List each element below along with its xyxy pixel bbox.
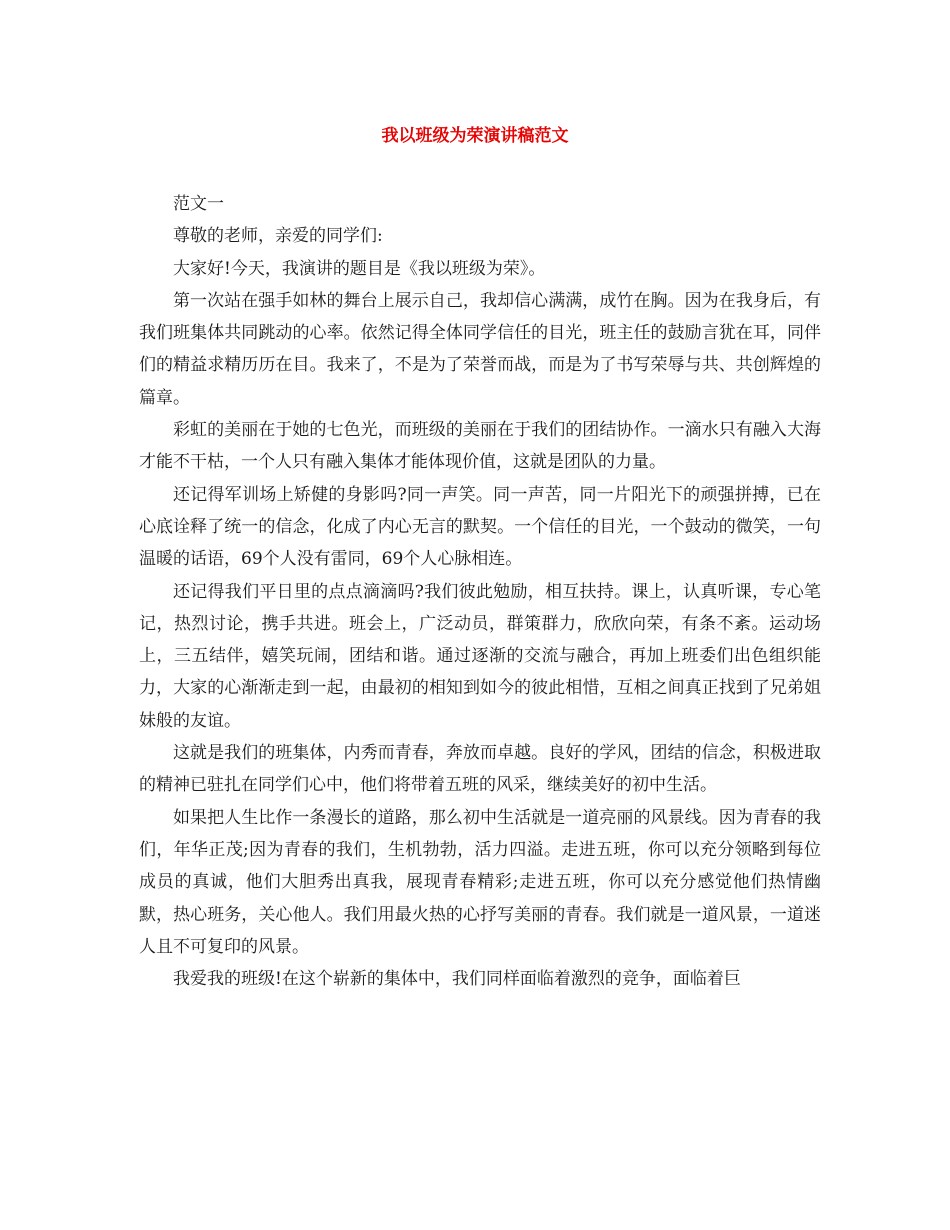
paragraph-5: 彩虹的美丽在于她的七色光，而班级的美丽在于我们的团结协作。一滴水只有融入大海才能不干枯，一个人只有融入集体才能体现价值，这就是团队的力量。 xyxy=(139,420,821,473)
document-body xyxy=(139,188,821,995)
paragraph-2: 尊敬的老师，亲爱的同学们: xyxy=(173,226,383,247)
paragraph-10: 我爱我的班级!在这个崭新的集体中，我们同样面临着激烈的竞争，面临着巨 xyxy=(173,969,741,990)
paragraph-8: 这就是我们的班集体，内秀而青春，奔放而卓越。良好的学风，团结的信念，积极进取的精神已驻扎在同学们心中，他们将带着五班的风采，继续美好的初中生活。 xyxy=(139,743,821,796)
paragraph-6: 还记得军训场上矫健的身影吗?同一声笑。同一声苦，同一片阳光下的顽强拼搏，已在心底诠释了统一的信念，化成了内心无言的默契。一个信任的目光，一个鼓动的微笑，一句温暖的话语，69个人没有雷同，69个人心脉相连。 xyxy=(139,484,821,570)
paragraph-7: 还记得我们平日里的点点滴滴吗?我们彼此勉励，相互扶持。课上，认真听课，专心笔记，热烈讨论，携手共进。班会上，广泛动员，群策群力，欣欣向荣，有条不紊。运动场上，三五结伴，嬉笑玩闹，团结和谐。通过逐渐的交流与融合，再加上班委们出色组织能力，大家的心渐渐走到一起，由最初的相知到如今的彼此相惜，互相之间真正找到了兄弟姐妹般的友谊。 xyxy=(139,581,821,731)
paragraph-1: 范文一 xyxy=(173,194,224,214)
paragraph-9: 如果把人生比作一条漫长的道路，那么初中生活就是一道亮丽的风景线。因为青春的我们，年华正茂;因为青春的我们，生机勃勃，活力四溢。走进五班，你可以充分领略到每位成员的真诚，他们大胆秀出真我，展现青春精彩;走进五班，你可以充分感觉他们热情幽默，热心班务，关心他人。我们用最火热的心抒写美丽的青春。我们就是一道风景，一道迷人且不可复印的风景。 xyxy=(139,807,821,957)
paragraph-3: 大家好!今天，我演讲的题目是《我以班级为荣》。 xyxy=(173,258,546,279)
paragraph-4: 第一次站在强手如林的舞台上展示自己，我却信心满满，成竹在胸。因为在我身后，有我们班集体共同跳动的心率。依然记得全体同学信任的目光，班主任的鼓励言犹在耳，同伴们的精益求精历历在目。我来了，不是为了荣誉而战，而是为了书写荣辱与共、共创辉煌的篇章。 xyxy=(139,290,821,408)
document-title: 我以班级为荣演讲稿范文 xyxy=(381,126,569,146)
